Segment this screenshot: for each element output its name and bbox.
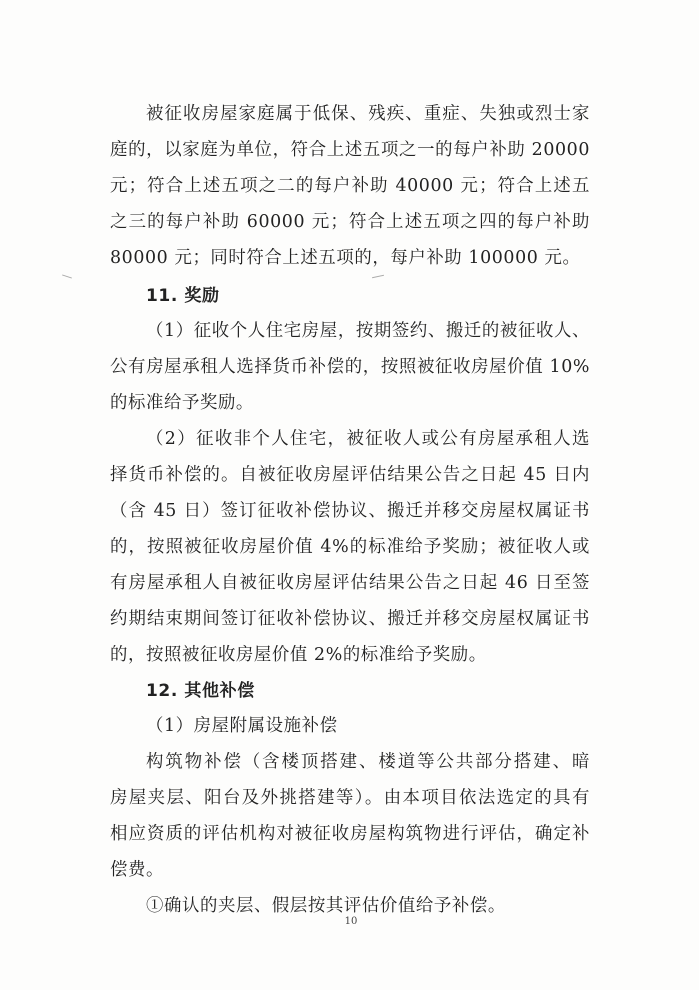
paragraph-line: ①确认的夹层、假层按其评估价值给予补偿。	[146, 896, 506, 916]
section-heading-rewards: 11. 奖励	[146, 286, 220, 306]
paragraph-line: 被征收房屋家庭属于低保、残疾、重症、失独或烈士家	[146, 104, 590, 124]
paragraph-line: 有房屋承租人自被征收房屋评估结果公告之日起 46 日至签	[110, 573, 590, 593]
paragraph-line: 的标准给予奖励。	[110, 393, 254, 413]
scan-speck	[62, 274, 72, 278]
paragraph-line: 元；符合上述五项之二的每户补助 40000 元；符合上述五	[110, 176, 590, 196]
paragraph-line: 之三的每户补助 60000 元；符合上述五项之四的每户补助	[110, 212, 590, 232]
scan-speck	[372, 275, 384, 278]
page-number: 10	[344, 916, 358, 927]
paragraph-line: 相应资质的评估机构对被征收房屋构筑物进行评估，确定补	[110, 824, 590, 844]
paragraph-line: 构筑物补偿（含楼顶搭建、楼道等公共部分搭建、暗	[146, 752, 590, 772]
paragraph-line: 公有房屋承租人选择货币补偿的，按照被征收房屋价值 10%	[110, 357, 590, 377]
paragraph-line: （1）征收个人住宅房屋，按期签约、搬迁的被征收人、	[146, 321, 590, 341]
paragraph-line: 80000 元；同时符合上述五项的，每户补助 100000 元。	[110, 248, 581, 268]
paragraph-line: 庭的，以家庭为单位，符合上述五项之一的每户补助 20000	[110, 140, 590, 160]
paragraph-line: 偿费。	[110, 860, 164, 880]
paragraph-line: 房屋夹层、阳台及外挑搭建等）。由本项目依法选定的具有	[110, 788, 590, 808]
paragraph-line: 约期结束期间签订征收补偿协议、搬迁并移交房屋权属证书	[110, 609, 590, 629]
paragraph-line: 的，按照被征收房屋价值 4%的标准给予奖励；被征收人或	[110, 537, 590, 557]
paragraph-line: （2）征收非个人住宅，被征收人或公有房屋承租人选	[146, 429, 590, 449]
paragraph-line: 的，按照被征收房屋价值 2%的标准给予奖励。	[110, 645, 487, 665]
paragraph-line: （含 45 日）签订征收补偿协议、搬迁并移交房屋权属证书	[110, 501, 590, 521]
subsection-heading: （1）房屋附属设施补偿	[146, 716, 338, 736]
paragraph-line: 择货币补偿的。自被征收房屋评估结果公告之日起 45 日内	[110, 465, 590, 485]
section-heading-other-compensation: 12. 其他补偿	[146, 681, 255, 701]
